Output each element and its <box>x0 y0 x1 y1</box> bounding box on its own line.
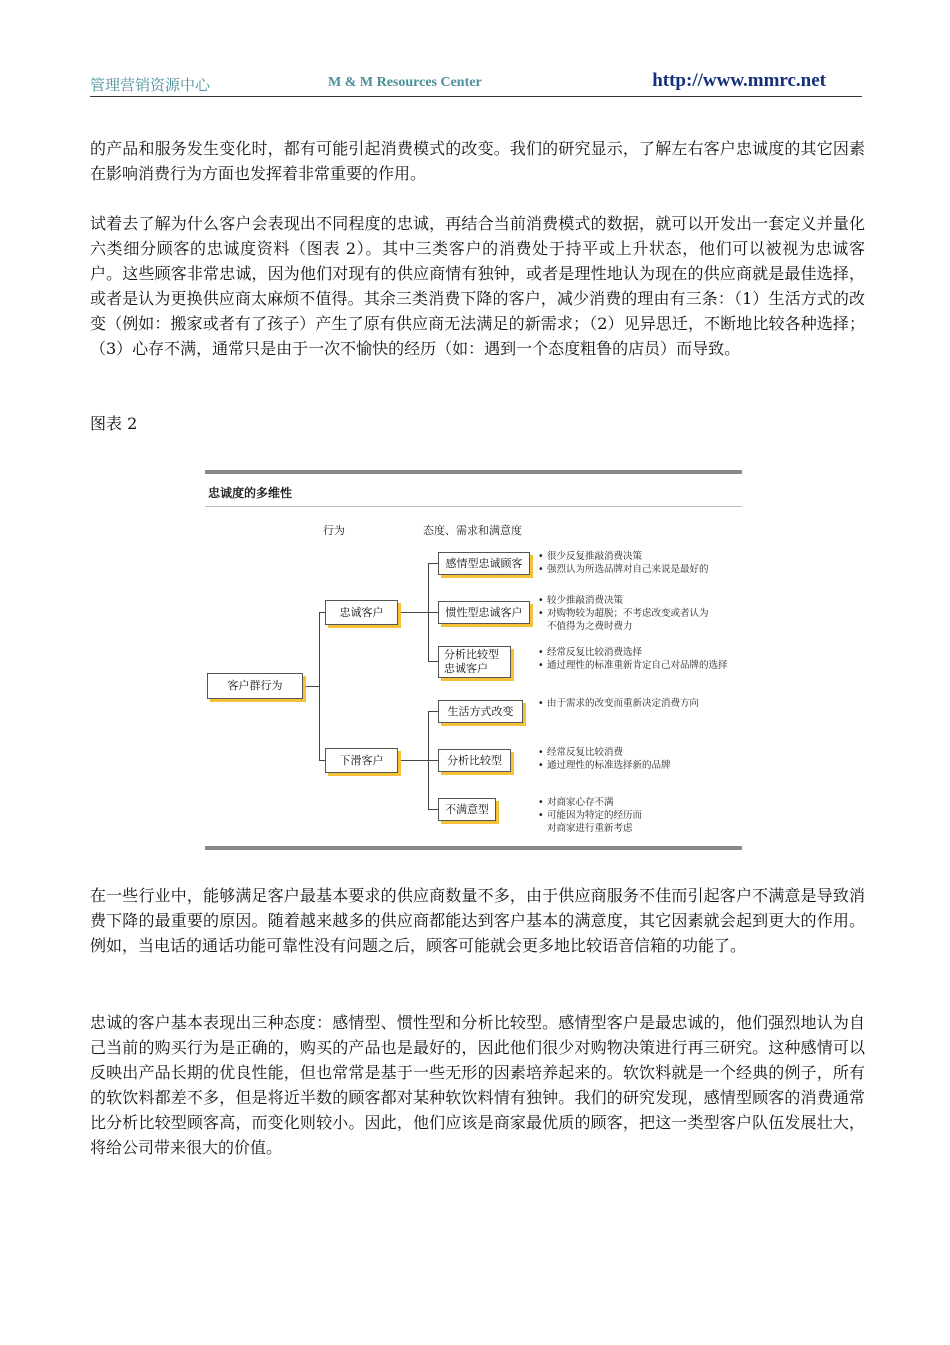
node-analytical-loyal-line2: 忠诚客户 <box>444 662 488 675</box>
notes-dissatisfied <box>538 796 758 835</box>
paragraph-1: 的产品和服务发生变化时，都有可能引起消费模式的改变。我们的研究显示，了解左右客户忠诚度的其它因素在影响消费行为方面也发挥着非常重要的作用。 <box>90 139 865 183</box>
node-emotional-loyal: 感情型忠诚顾客 <box>438 552 530 575</box>
page-header <box>90 70 862 97</box>
notes-analytical-declining <box>538 746 758 772</box>
note-item: • 对商家心存不满 <box>538 796 758 809</box>
connector-declining-1 <box>428 711 438 712</box>
figure-label: 图表 2 <box>90 414 138 433</box>
note-item: • 对购物较为超脱；不考虑改变或者认为 <box>538 607 758 620</box>
connector-root <box>305 686 319 687</box>
header-url[interactable]: http://www.mmrc.net <box>652 70 826 91</box>
node-analytical-loyal-line1: 分析比较型 <box>444 648 499 661</box>
connector-loyal-1 <box>428 563 438 564</box>
paragraph-4: 忠诚的客户基本表现出三种态度：感情型、惯性型和分析比较型。感情型客户是最忠诚的，他们强烈地认为自己当前的购买行为是正确的，购买的产品也是最好的，因此他们很少对购物决策进行再三研究。这种感情可以反映出产品长期的优良性能，但也常常是基于一些无形的因素培养起来的。软饮料就是一个经典的例子，所有的软饮料都差不多，但是将近半数的顾客都对某种软饮料情有独钟。我们的研究发现，感情型顾客的消费通常比分析比较型顾客高，而变化则较小。因此，他们应该是商家最优质的顾客，把这一类型客户队伍发展壮大，将给公司带来很大的价值。 <box>90 1013 865 1157</box>
note-item: • 强烈认为所选品牌对自己来说是最好的 <box>538 563 758 576</box>
node-declining: 下滑客户 <box>325 748 398 773</box>
note-item: • 经常反复比较消费选择 <box>538 646 743 659</box>
node-lifestyle-change: 生活方式改变 <box>438 700 523 723</box>
header-center-title: M & M Resources Center <box>328 75 482 90</box>
node-root: 客户群行为 <box>207 673 303 699</box>
notes-lifestyle-change <box>538 697 758 710</box>
node-analytical-declining: 分析比较型 <box>438 749 511 772</box>
note-item: • 经常反复比较消费 <box>538 746 758 759</box>
connector-loyal-out <box>400 612 428 613</box>
connector-declining-out <box>400 760 428 761</box>
node-inertial-loyal: 惯性型忠诚客户 <box>438 601 530 624</box>
note-item: • 由于需求的改变而重新决定消费方向 <box>538 697 758 710</box>
notes-inertial-loyal <box>538 594 758 633</box>
notes-analytical-loyal <box>538 646 743 672</box>
connector-declining-2 <box>428 760 438 761</box>
connector-declining-3 <box>428 809 438 810</box>
note-item: • 很少反复推敲消费决策 <box>538 550 758 563</box>
connector-loyal-2 <box>428 612 438 613</box>
notes-emotional-loyal <box>538 550 758 576</box>
diagram-top-rule <box>205 470 742 474</box>
connector-level1-vertical <box>319 612 320 760</box>
column-header-behavior: 行为 <box>323 524 345 537</box>
note-item-continued: 不值得为之费时费力 <box>547 621 633 632</box>
paragraph-2: 试着去了解为什么客户会表现出不同程度的忠诚，再结合当前消费模式的数据，就可以开发出一套定义并量化六类细分顾客的忠诚度资料（图表 2）。其中三类客户的消费处于持平或上升状态，他们可以被视为忠诚客户。这些顾客非常忠诚，因为他们对现有的供应商情有独钟，或者是理性地认为现在的供应商就是最佳选择，或者是认为更换供应商太麻烦不值得。其余三类消费下降的客户，减少消费的理由有三条：（1）生活方式的改变（例如：搬家或者有了孩子）产生了原有供应商无法满足的新需求；（2）见异思迁，不断地比较各种选择；（3）心存不满，通常只是由于一次不愉快的经历（如：遇到一个态度粗鲁的店员）而导致。 <box>90 214 865 358</box>
connector-loyal-3 <box>428 661 438 662</box>
diagram-title: 忠诚度的多维性 <box>208 486 293 500</box>
note-item: • 通过理性的标准重新肯定自己对品牌的选择 <box>538 659 743 672</box>
loyalty-diagram <box>205 470 742 850</box>
node-loyal: 忠诚客户 <box>325 600 398 625</box>
note-item-continued: 对商家进行重新考虑 <box>547 823 633 834</box>
note-item: • 通过理性的标准选择新的品牌 <box>538 759 758 772</box>
node-dissatisfied: 不满意型 <box>438 798 496 821</box>
note-item: • 可能因为特定的经历而 <box>538 809 758 822</box>
header-org-name: 管理营销资源中心 <box>90 76 211 94</box>
node-analytical-loyal <box>438 646 511 678</box>
diagram-bottom-rule <box>205 846 742 850</box>
paragraph-3: 在一些行业中，能够满足客户最基本要求的供应商数量不多，由于供应商服务不佳而引起客户不满意是导致消费下降的最重要的原因。随着越来越多的供应商都能达到客户基本的满意度，其它因素就会起到更大的作用。例如，当电话的通话功能可靠性没有问题之后，顾客可能就会更多地比较语音信箱的功能了。 <box>90 886 865 955</box>
note-item: • 较少推敲消费决策 <box>538 594 758 607</box>
diagram-title-divider <box>205 506 742 507</box>
column-header-attitude: 态度、需求和满意度 <box>423 524 522 537</box>
